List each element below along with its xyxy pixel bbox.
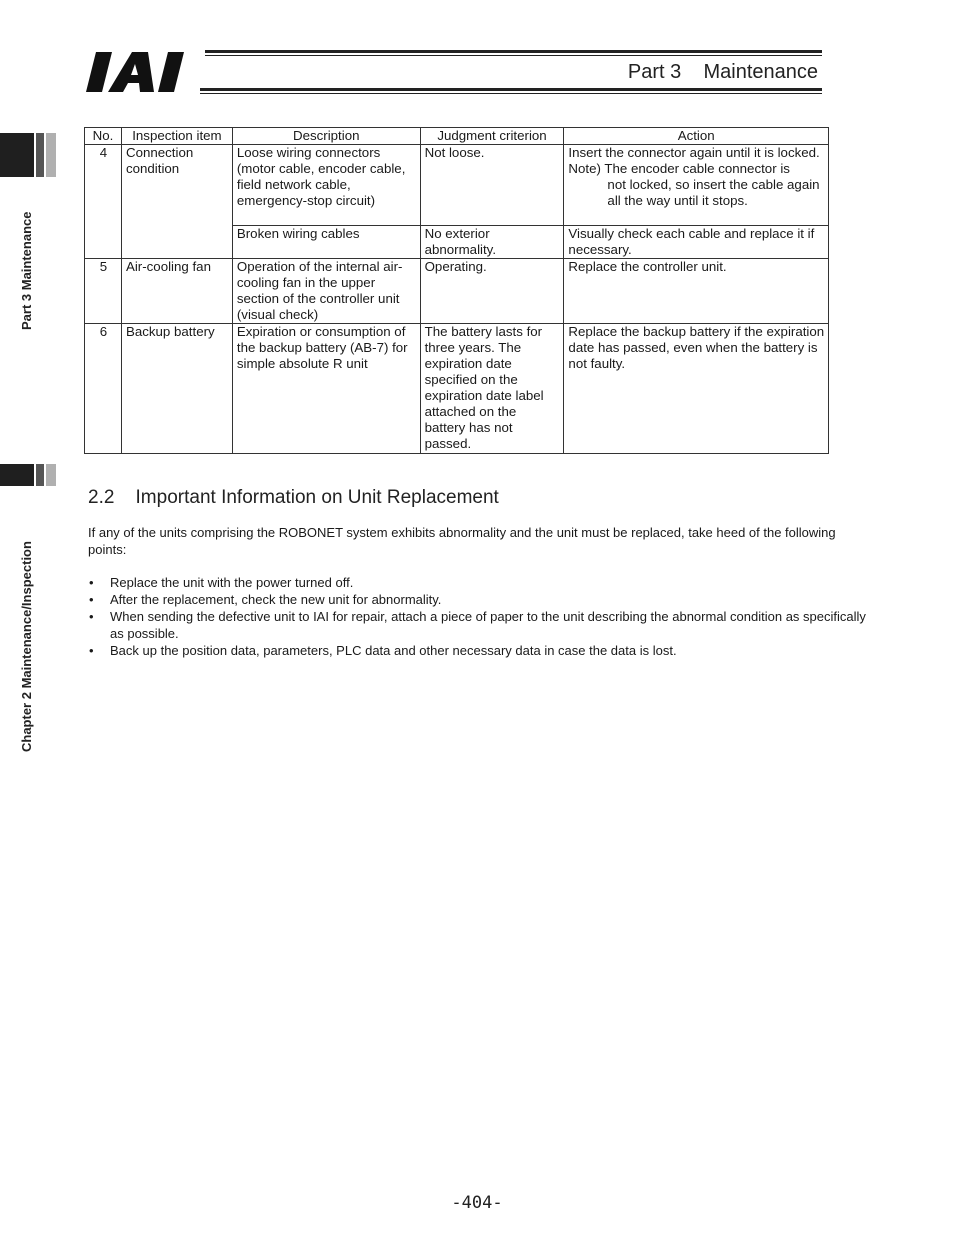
row-description: Expiration or consumption of the backup battery (AB-7) for simple absolute R unit [232, 324, 420, 454]
row-criterion: The battery lasts for three years. The expiration date specified on the expiration date label attached on the battery has not passed. [420, 324, 564, 454]
bullet-list [88, 575, 868, 660]
row-description: Broken wiring cables [232, 226, 420, 259]
row-action [564, 145, 829, 226]
header-description: Description [232, 128, 420, 145]
list-item [88, 575, 868, 592]
header-rule [205, 50, 822, 53]
list-item [88, 643, 868, 660]
row-item: Connection condition [121, 145, 232, 259]
page-number: -404- [451, 1193, 503, 1213]
row-item: Air-cooling fan [121, 259, 232, 324]
bullet-icon: • [89, 609, 94, 624]
table-row [85, 324, 829, 454]
row-description: Loose wiring connectors (motor cable, encoder cable, field network cable, emergency-stop circuit) [232, 145, 420, 226]
list-item-text: After the replacement, check the new unit for abnormality. [110, 592, 442, 607]
action-note-continued: not locked, so insert the cable again all the way until it stops. [607, 177, 820, 208]
row-criterion: Not loose. [420, 145, 564, 226]
inspection-table [84, 127, 829, 454]
header-rule [200, 93, 822, 94]
row-criterion: No exterior abnormality. [420, 226, 564, 259]
section-intro: If any of the units comprising the ROBONET system exhibits abnormality and the unit must be replaced, take heed of the following points: [88, 525, 836, 557]
row-description: Operation of the internal air-cooling fan in the upper section of the controller unit (visual check) [232, 259, 420, 324]
header-rule [200, 88, 822, 91]
header-judgment-criterion: Judgment criterion [420, 128, 564, 145]
row-item: Backup battery [121, 324, 232, 454]
list-item [88, 609, 868, 642]
row-no: 4 [85, 145, 122, 259]
header-inspection-item: Inspection item [121, 128, 232, 145]
list-item-text: Replace the unit with the power turned off. [110, 575, 354, 590]
row-criterion: Operating. [420, 259, 564, 324]
part-title: Part 3 Maintenance [627, 61, 818, 83]
action-text: Insert the connector again until it is locked. [568, 145, 820, 160]
side-chapter-label: Chapter 2 Maintenance/Inspection [19, 541, 34, 752]
header-action: Action [564, 128, 829, 145]
row-action: Replace the controller unit. [564, 259, 829, 324]
header-no: No. [85, 128, 122, 145]
bullet-icon: • [89, 642, 94, 658]
table-row [85, 145, 829, 226]
action-note: Note) The encoder cable connector is [568, 161, 790, 176]
row-no: 5 [85, 259, 122, 324]
iai-logo [84, 50, 200, 94]
table-header-row [85, 128, 829, 145]
section-title: 2.2 Important Information on Unit Replacement [88, 487, 499, 508]
list-item [88, 592, 868, 609]
bullet-icon: • [89, 575, 94, 590]
side-part-label: Part 3 Maintenance [19, 211, 34, 330]
row-no: 6 [85, 324, 122, 454]
table-row [85, 259, 829, 324]
bullet-icon: • [89, 592, 94, 607]
row-action: Visually check each cable and replace it if necessary. [564, 226, 829, 259]
list-item-text: When sending the defective unit to IAI for repair, attach a piece of paper to the unit describing the abnormal condition as specifically as possible. [110, 609, 866, 641]
header-rule [205, 55, 822, 56]
row-action: Replace the backup battery if the expiration date has passed, even when the battery is not faulty. [564, 324, 829, 454]
list-item-text: Back up the position data, parameters, PLC data and other necessary data in case the data is lost. [110, 642, 677, 658]
